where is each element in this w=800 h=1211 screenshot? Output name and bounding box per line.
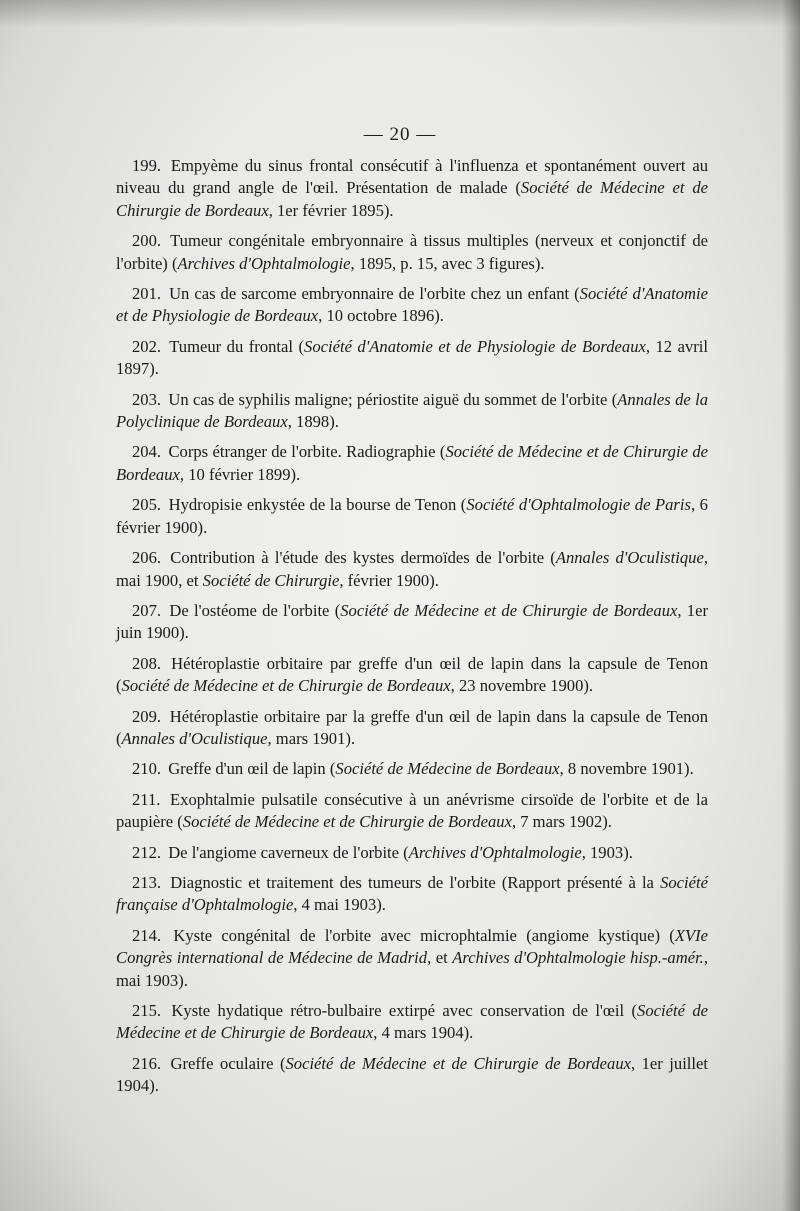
entry-tail: , mai 1900, et	[116, 548, 708, 590]
entry-number: 214.	[132, 925, 162, 945]
entry-source: Société d'Anatomie et de Physiologie de Bordeaux	[116, 284, 708, 326]
entry-number: 207.	[132, 600, 162, 620]
entry-number: 200.	[132, 231, 162, 251]
entry-source-secondary: Archives d'Ophtalmologie hisp.-amér.	[452, 948, 704, 968]
entry-text: Hétéroplastie orbitaire par greffe d'un œil de lapin dans la capsule de Tenon (	[116, 653, 708, 696]
entry-text: Diagnostic et traitement des tumeurs de l'orbite (Rapport présenté à la	[170, 872, 661, 892]
bibliography-entry	[116, 1053, 708, 1098]
entry-text: Un cas de syphilis maligne; périostite aiguë du sommet de l'orbite (	[168, 389, 618, 409]
entry-tail: , 4 mai 1903).	[293, 895, 386, 915]
bibliography-entry	[116, 842, 708, 864]
page-shadow-top	[0, 0, 800, 28]
entry-tail-secondary: , février 1900).	[339, 570, 439, 590]
entry-number: 215.	[132, 1001, 162, 1020]
entry-number: 212.	[132, 842, 162, 862]
entry-text: De l'angiome caverneux de l'orbite (	[168, 842, 409, 862]
bibliography-entry	[116, 600, 708, 645]
bibliography-entry	[116, 547, 708, 592]
entry-tail: , 10 février 1899).	[179, 464, 301, 484]
entry-text: Tumeur congénitale embryonnaire à tissus multiples (nerveux et conjonctif de l'orbite) (	[116, 231, 708, 273]
entry-number: 211.	[132, 789, 161, 809]
bibliography-entry	[116, 758, 708, 780]
bibliography-entry	[116, 441, 708, 486]
entry-source: Annales d'Oculistique	[121, 728, 268, 748]
bibliography-entry	[116, 872, 708, 917]
entry-number: 203.	[132, 389, 162, 409]
entry-source: Société de Médecine et de Chirurgie de Bordeaux	[182, 812, 512, 832]
entry-source: Archives d'Ophtalmologie	[408, 842, 582, 862]
entry-text: Greffe oculaire (	[170, 1053, 286, 1073]
entry-tail: , 23 novembre 1900).	[450, 676, 594, 696]
entry-number: 210.	[132, 759, 162, 779]
entry-number: 204.	[132, 442, 162, 462]
entry-tail: , mars 1901).	[267, 728, 356, 748]
entry-text: Kyste congénital de l'orbite avec microphtalmie (angiome kystique) (	[173, 925, 675, 945]
entry-text: Greffe d'un œil de lapin (	[168, 759, 336, 779]
page-shadow-right	[782, 0, 800, 1211]
entry-source: Archives d'Ophtalmologie	[177, 253, 351, 273]
entry-source-secondary: Société de Chirurgie	[202, 570, 340, 590]
bibliography-entry	[116, 389, 708, 434]
entry-text: Empyème du sinus frontal consécutif à l'influenza et spontanément ouvert au niveau du grand angle de l'œil. Présentation de malade (	[116, 156, 708, 198]
entry-tail: , 12 avril 1897).	[116, 336, 709, 379]
entry-source: Société française d'Ophtalmologie	[116, 872, 708, 915]
bibliography-entry	[116, 925, 708, 992]
page-number: — 20 —	[363, 124, 437, 145]
bibliography-entry	[116, 706, 708, 751]
entry-tail: , 7 mars 1902).	[511, 812, 612, 832]
entry-number: 208.	[132, 653, 162, 673]
entry-number: 205.	[132, 495, 162, 515]
entry-number: 201.	[132, 284, 162, 304]
entry-tail: , 1er février 1895).	[268, 200, 394, 220]
entry-number: 216.	[132, 1053, 162, 1073]
entry-source: Société de Médecine et de Chirurgie de Bordeaux	[116, 1001, 708, 1043]
bibliography-entry	[116, 336, 708, 381]
bibliography-entry	[116, 1000, 708, 1045]
entry-source: Société de Médecine de Bordeaux	[335, 759, 560, 779]
entry-number: 213.	[132, 872, 162, 892]
entry-number: 199.	[132, 156, 162, 175]
entry-source: XVIe Congrès international de Médecine de Madrid	[116, 925, 708, 968]
entry-source: Société de Médecine et de Chirurgie de Bordeaux	[285, 1053, 631, 1073]
entry-tail: , 1er juillet 1904).	[116, 1053, 709, 1096]
entry-source: Annales de la Polyclinique de Bordeaux	[116, 389, 708, 432]
entry-source: Société de Médecine et de Chirurgie de Bordeaux	[121, 676, 451, 696]
entry-source: Société de Médecine et de Chirurgie de Bordeaux	[340, 600, 678, 620]
entry-text: Hydropisie enkystée de la bourse de Tenon (	[168, 495, 467, 515]
bibliography-entry	[116, 494, 708, 539]
entry-tail: , 8 novembre 1901).	[559, 759, 694, 779]
entry-tail-secondary: , mai 1903).	[116, 948, 708, 990]
entry-text: Kyste hydatique rétro-bulbaire extirpé avec conservation de l'œil (	[171, 1001, 638, 1020]
entry-tail: , 10 octobre 1896).	[318, 306, 444, 326]
entry-text: De l'ostéome de l'orbite (	[169, 600, 341, 620]
entry-tail: , et	[427, 948, 453, 968]
entry-source: Société d'Anatomie et de Physiologie de Bordeaux	[304, 336, 646, 356]
bibliography-entry	[116, 155, 708, 222]
entry-tail: , 1er juin 1900).	[116, 600, 708, 643]
entry-tail: , 6 février 1900).	[116, 495, 708, 537]
entry-text: Tumeur du frontal (	[169, 336, 305, 356]
bibliography-list	[116, 155, 708, 1106]
bibliography-entry	[116, 653, 708, 698]
entry-tail: , 1898).	[287, 412, 339, 432]
bibliography-entry	[116, 230, 708, 275]
entry-tail: , 4 mars 1904).	[373, 1023, 474, 1043]
entry-number: 202.	[132, 336, 162, 356]
entry-text: Hétéroplastie orbitaire par la greffe d'un œil de lapin dans la capsule de Tenon (	[116, 706, 708, 748]
entry-text: Contribution à l'étude des kystes dermoïdes de l'orbite (	[170, 548, 556, 568]
bibliography-entry	[116, 283, 708, 328]
entry-source: Société d'Ophtalmologie de Paris	[466, 495, 691, 515]
entry-text: Exophtalmie pulsatile consécutive à un anévrisme cirsoïde de l'orbite et de la paupière (	[116, 789, 709, 832]
entry-tail: , 1903).	[581, 842, 633, 862]
entry-number: 206.	[132, 548, 162, 568]
entry-source: Société de Médecine et de Chirurgie de Bordeaux	[116, 442, 709, 484]
entry-source: Annales d'Oculistique	[555, 548, 704, 568]
entry-number: 209.	[132, 706, 162, 726]
entry-text: Corps étranger de l'orbite. Radiographie (	[168, 442, 446, 462]
entry-source: Société de Médecine et de Chirurgie de Bordeaux	[116, 178, 708, 220]
entry-tail: , 1895, p. 15, avec 3 figures).	[350, 253, 545, 273]
entry-text: Un cas de sarcome embryonnaire de l'orbite chez un enfant (	[169, 284, 580, 304]
bibliography-entry	[116, 789, 708, 834]
